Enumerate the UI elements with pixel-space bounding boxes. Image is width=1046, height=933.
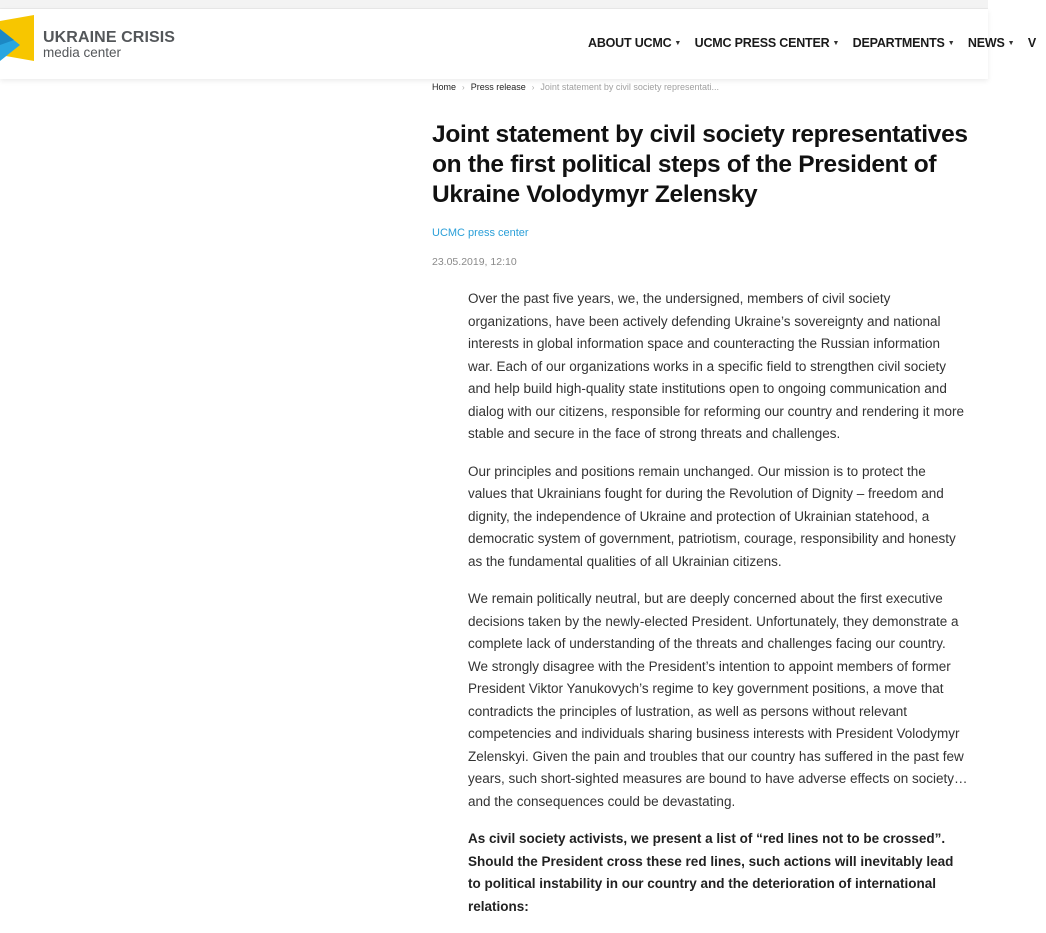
nav-label: DEPARTMENTS (852, 36, 945, 50)
chevron-down-icon: ▼ (1007, 40, 1015, 47)
logo-title: UKRAINE CRISIS (43, 29, 176, 46)
nav-item-about-ucmc[interactable] (588, 36, 681, 50)
chevron-down-icon: ▼ (947, 40, 955, 47)
main-nav (588, 36, 1046, 50)
article-paragraph-bold: As civil society activists, we present a list of “red lines not to be crossed”. Should the President cross these red lines, such actions will inevitably lead to political instability in our country and the deterioration of international relations: (468, 831, 954, 914)
nav-label: ABOUT UCMC (588, 36, 672, 50)
breadcrumb-press-release[interactable]: Press release (470, 82, 526, 92)
nav-label: V (1027, 36, 1036, 50)
logo-mark-icon (0, 15, 34, 61)
nav-item-truncated[interactable] (1028, 36, 1036, 50)
breadcrumb-home[interactable]: Home (432, 82, 457, 92)
article-body (468, 288, 968, 933)
logo-subtitle: media center (43, 45, 122, 60)
chevron-right-icon: › (462, 83, 465, 92)
nav-item-news[interactable] (968, 36, 1014, 50)
nav-item-ucmc-press-center[interactable] (695, 36, 840, 50)
article-paragraph: We remain politically neutral, but are deeply concerned about the first executive decisions taken by the newly-elected President. Unfortunately, they demonstrate a complete lack of understanding of the threats and challenges facing our country. We strongly disagree with the President’s intention to appoint members of former President Viktor Yanukovych’s regime to key government positions, a move that contradicts the principles of lustration, as well as persons without relevant competencies and individuals sharing business interests with President Volodymyr Zelenskyi. Given the pain and troubles that our country has suffered in the past few years, such short-sighted measures are bound to have adverse effects on society… and the consequences could be devastating. (468, 591, 968, 809)
chevron-right-icon: › (531, 83, 535, 92)
chevron-down-icon: ▼ (832, 40, 840, 47)
breadcrumb-current: Joint statement by civil society representati... (540, 82, 719, 92)
article-title: Joint statement by civil society representatives on the first political steps of the President of Ukraine Volodymyr Zelensky (432, 121, 968, 208)
article-paragraph: Our principles and positions remain unchanged. Our mission is to protect the values that Ukrainians fought for during the Revolution of Dignity – freedom and dignity, the independence of Ukraine and protection of Ukrainian statehood, a democratic system of government, patriotism, courage, responsibility and honesty as the fundamental qualities of all Ukrainian citizens. (468, 463, 956, 569)
nav-label: UCMC PRESS CENTER (694, 36, 830, 50)
chevron-down-icon: ▼ (674, 40, 682, 47)
article-source-link[interactable]: UCMC press center (432, 227, 529, 239)
site-header (0, 9, 1036, 79)
top-strip (0, 0, 988, 9)
site-logo[interactable] (0, 15, 180, 63)
breadcrumb (432, 82, 719, 92)
nav-item-departments[interactable] (853, 36, 955, 50)
article-paragraph: Over the past five years, we, the undersigned, members of civil society organizations, have been actively defending Ukraine’s sovereignty and national interests in global information space and counteracting the Russian information war. Each of our organizations works in a specific field to strengthen civil society and help build high-quality state institutions open to ongoing communication and dialog with our citizens, responsible for reforming our country and rendering it more stable and secure in the face of strong threats and challenges. (468, 291, 964, 441)
nav-label: NEWS (967, 36, 1005, 50)
article-date: 23.05.2019, 12:10 (432, 256, 517, 268)
